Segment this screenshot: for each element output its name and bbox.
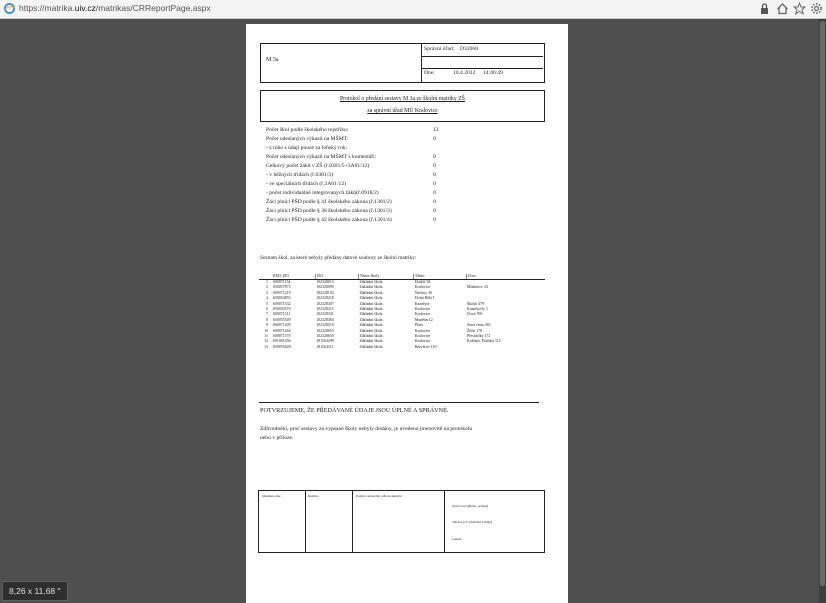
table-cell: 600071511 [273,312,291,317]
column-header: RED_IZO [272,274,315,280]
table-cell: Dobříč 84 [414,280,431,284]
table-cell: Nečtiny 30 [414,290,433,295]
sign-phone-label: Telefon (vč. předčíslí a linky) [452,520,493,524]
table-cell: Kaznějovly 1 [467,307,488,312]
table-cell: 13 [264,344,268,349]
table-cell: 650055349 [273,317,291,322]
table-cell: Základní škola [359,339,383,344]
stat-row: - v běžných třídách (ř.0301/3) 0 [266,172,436,178]
table-cell: 102328307 [316,301,334,306]
sign-signature-label: Podpis vedoucího odboru školství [356,494,403,498]
justification-line-1: Zdůvodnění, proč sestavy za vypsané školy nebyly dodány, je uvedeno jmenovitě na protokolu [260,426,473,432]
vertical-scrollbar[interactable] [819,19,826,603]
table-cell: Základní škola [359,296,383,301]
school-list-heading: Seznam škol, za které nebyly předány datové soubory ze školní matriky: [260,255,417,261]
table-cell: Stará cesta 363 [467,323,491,328]
table-cell: 102328510 [316,323,334,328]
table-cell: 10 [264,328,268,333]
report-title: Protokol o předání sestavy M 3a ze školní matriky ZŠ [339,96,466,102]
table-cell: Mladotice 34 [467,285,488,290]
table-cell: Kralovice [414,285,431,290]
table-cell: 12 [264,339,268,344]
table-cell: Základní škola [359,290,383,295]
table-cell: 600071570 [273,334,291,339]
column-header: Ulice [466,274,545,280]
table-cell: Bezvěrov 110 [414,344,437,349]
divider [259,402,539,403]
stat-row: Žáci plnící PŠD podle § 42 školského zákona (ř.1301/4) 0 [266,217,436,223]
time-value: 14:46:49 [483,70,503,76]
table-cell: Kralovice [414,339,431,344]
column-header: Místo [414,274,466,280]
scrollbar-thumb[interactable] [820,21,825,586]
table-cell: Základní škola [359,301,383,306]
table-cell: Kralovice [414,334,431,339]
table-cell: Základní škola [359,312,383,317]
stat-row: Počet odeslaných výkazů na MŠMT: 0 [266,136,436,142]
table-cell: Plasy [414,323,424,328]
stat-row: - ve speciálních třídách (ř.3A01/12) 0 [266,181,436,187]
table-cell: Manětín 12 [414,317,433,322]
table-cell: 102328218 [316,296,334,301]
sign-email-label: e-mail: [452,537,462,541]
table-cell: 8 [266,317,268,322]
signature-box [258,490,545,553]
report-page [246,24,568,603]
table-cell: 181564299 [316,339,334,344]
sign-date-label: Odeslano dne [262,494,281,498]
table-cell: 4 [266,296,268,301]
date-label: Dne: [424,70,435,76]
stat-row: Počet odeslaných výkazů na MŠMT s komentáři: 0 [266,154,436,160]
justification-line-2: nebo v příloze. [260,435,294,441]
stat-row: Počet škol podle školského rejstříku: 13 [266,127,439,133]
table-cell: 650033370 [273,307,291,312]
confirmation-text: POTVRZUJEME, ŽE PŘEDÁVANÉ ÚDAJE JSOU ÚPLNÉ A SPRÁVNÉ. [260,407,449,414]
star-icon[interactable] [793,2,806,15]
table-cell: 650057875 [273,285,291,290]
table-cell: 600071405 [273,323,291,328]
table-cell: Přestávlky 172 [467,334,491,339]
lock-icon [758,2,771,15]
stat-row: Žáci plnící PŠD podle § 41 školského zákona (ř.1301/2) 0 [266,199,436,205]
sign-stamp-label: Razítko [308,494,319,498]
table-cell: 600071154 [273,280,291,284]
table-cell: 7 [266,312,268,317]
table-cell: Základní škola [359,317,383,322]
table-cell: 102328013 [316,280,334,284]
table-cell: Základní škola [359,280,383,284]
column-header: IZO [315,274,358,280]
sign-processor-label: Zpracoval (jméno, podpis) [452,504,489,508]
table-cell: Školní 479 [467,301,485,306]
table-cell: 691001456 [273,339,291,344]
table-cell: 1 [266,280,268,284]
url-field[interactable]: https://matrika.uiv.cz/matrikas/CRReportPage.aspx [19,3,211,13]
table-cell: 102328650 [316,334,334,339]
admin-office-label: Správní úřad: [424,46,455,52]
table-cell: 11 [264,334,268,339]
table-row [259,345,545,350]
table-cell: Kralovice [414,307,431,312]
table-cell: 102328315 [316,307,334,312]
table-cell: 102328404 [316,317,334,322]
table-cell: 102328102 [316,290,334,295]
table-cell: Žihle 178 [467,328,483,333]
table-cell: 9 [266,323,268,328]
schools-table [259,274,545,350]
table-cell: Základní škola [359,334,383,339]
table-cell: Dolní Bělá 1 [414,296,435,301]
report-subtitle: za správní úřad MÚ Kralovice [367,108,438,114]
table-cell: 6 [266,307,268,312]
table-cell: Kožlany, Pražská 112 [467,339,501,344]
table-cell: 600071464 [273,328,291,333]
gear-icon[interactable] [810,2,823,15]
page-size-badge: 8,26 x 11,68 " [2,581,68,601]
table-cell: 5 [266,301,268,306]
table-cell: 600071219 [273,290,291,295]
table-cell: Nová 700 [467,312,483,317]
address-bar [0,0,826,19]
stat-row: Celkový počet žáků v ZŠ (ř.0301/5+3A01/12) 0 [266,163,436,169]
table-cell: Kaznějov [414,301,430,306]
stat-row: - z toho s údaji pouze za loňský rok: [266,145,348,151]
table-cell: Základní škola [359,323,383,328]
table-cell [466,345,545,350]
table-cell: Základní škola [359,344,383,349]
table-cell: 102328653 [316,328,334,333]
table-cell: 181564311 [316,344,334,349]
table-cell: 600071332 [273,301,291,306]
home-icon[interactable] [776,2,789,15]
table-cell: 650055428 [273,344,291,349]
stat-row: Žáci plnící PŠD podle § 38 školského zákona (ř.1301/3) 0 [266,208,436,214]
table-cell: Základní škola [359,307,383,312]
table-cell: Základní škola [359,328,383,333]
table-cell: 3 [266,290,268,295]
report-title-box [260,90,545,122]
table-cell: 2 [266,285,268,290]
stat-row: - počet individuálně integrovaných žáků(ř.0918/2) 0 [266,190,436,196]
column-header: Název školy [358,274,413,280]
table-cell: 650054855 [273,296,291,301]
date-value: 10.4.2012 [453,70,476,76]
table-cell: 102328099 [316,285,334,290]
table-cell: Kralovice [414,312,431,317]
form-code: M 3a [266,57,279,63]
table-cell: 102328331 [316,312,334,317]
report-header-box [260,43,545,83]
admin-office-value: D32060 [460,46,479,52]
table-cell: Základní škola [359,285,383,290]
table-cell: Kralovice [414,328,431,333]
browser-logo-icon [4,3,15,14]
